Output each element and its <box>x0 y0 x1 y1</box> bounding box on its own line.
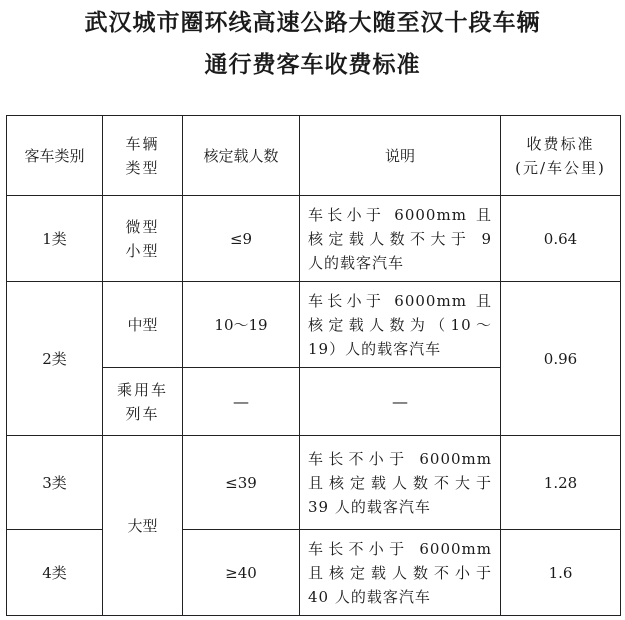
cell-description-line-2: 核定载人数为（10～ <box>308 315 492 334</box>
cell-vehicle-type-line-1: 微型 <box>125 217 160 236</box>
table-row-class-2-medium <box>7 282 621 368</box>
cell-class: 1类 <box>7 196 103 282</box>
cell-description-line-1: 车长不小于 6000mm <box>308 449 492 468</box>
header-toll-rate <box>501 116 621 196</box>
cell-vehicle-type: 中型 <box>103 282 183 368</box>
cell-vehicle-type-line-1: 乘用车 <box>116 380 168 399</box>
cell-class: 4类 <box>7 530 103 616</box>
header-vehicle-class: 客车类别 <box>7 116 103 196</box>
cell-description-line-2: 且核定载人数不大于 <box>308 473 492 492</box>
cell-seat-capacity: ≤9 <box>183 196 300 282</box>
header-vehicle-type <box>103 116 183 196</box>
cell-class: 3类 <box>7 436 103 530</box>
cell-description <box>300 196 501 282</box>
document-title-line-1: 武汉城市圈环线高速公路大随至汉十段车辆 <box>84 10 541 36</box>
table-row-class-1 <box>7 196 621 282</box>
cell-description-line-3: 39 人的载客汽车 <box>308 497 431 516</box>
cell-vehicle-type: 大型 <box>103 436 183 616</box>
cell-description-line-2: 核定载人数不大于 9 <box>308 229 492 248</box>
cell-vehicle-type <box>103 368 183 436</box>
cell-seat-capacity: ≤39 <box>183 436 300 530</box>
cell-toll-rate: 0.64 <box>501 196 621 282</box>
cell-description-line-1: 车长小于 6000mm 且 <box>308 291 492 310</box>
cell-description <box>300 530 501 616</box>
document-title-line-2: 通行费客车收费标准 <box>204 52 421 78</box>
cell-description: — <box>300 368 501 436</box>
cell-description-line-3: 40 人的载客汽车 <box>308 587 431 606</box>
cell-class: 2类 <box>7 282 103 436</box>
header-vehicle-type-line-2: 类型 <box>125 158 160 177</box>
table-row-class-3 <box>7 436 621 530</box>
header-seat-capacity: 核定载人数 <box>183 116 300 196</box>
header-description: 说明 <box>300 116 501 196</box>
cell-vehicle-type-line-2: 列车 <box>125 404 160 423</box>
cell-description-line-2: 且核定载人数不小于 <box>308 563 492 582</box>
header-vehicle-type-line-1: 车辆 <box>125 134 160 153</box>
cell-description <box>300 282 501 368</box>
header-toll-rate-line-1: 收费标准 <box>526 134 595 153</box>
cell-description-line-1: 车长小于 6000mm 且 <box>308 205 492 224</box>
toll-fee-table <box>6 115 621 616</box>
cell-seat-capacity: — <box>183 368 300 436</box>
header-toll-rate-line-2: (元/车公里) <box>515 158 606 177</box>
cell-seat-capacity: 10～19 <box>183 282 300 368</box>
cell-seat-capacity: ≥40 <box>183 530 300 616</box>
cell-vehicle-type-line-2: 小型 <box>125 241 160 260</box>
cell-description-line-1: 车长不小于 6000mm <box>308 539 492 558</box>
cell-vehicle-type <box>103 196 183 282</box>
cell-description-line-3: 19）人的载客汽车 <box>308 339 442 358</box>
cell-toll-rate: 1.6 <box>501 530 621 616</box>
table-row-class-4 <box>7 530 621 616</box>
table-header-row <box>7 116 621 196</box>
cell-toll-rate: 0.96 <box>501 282 621 436</box>
cell-toll-rate: 1.28 <box>501 436 621 530</box>
cell-description <box>300 436 501 530</box>
cell-description-line-3: 人的载客汽车 <box>308 253 405 272</box>
